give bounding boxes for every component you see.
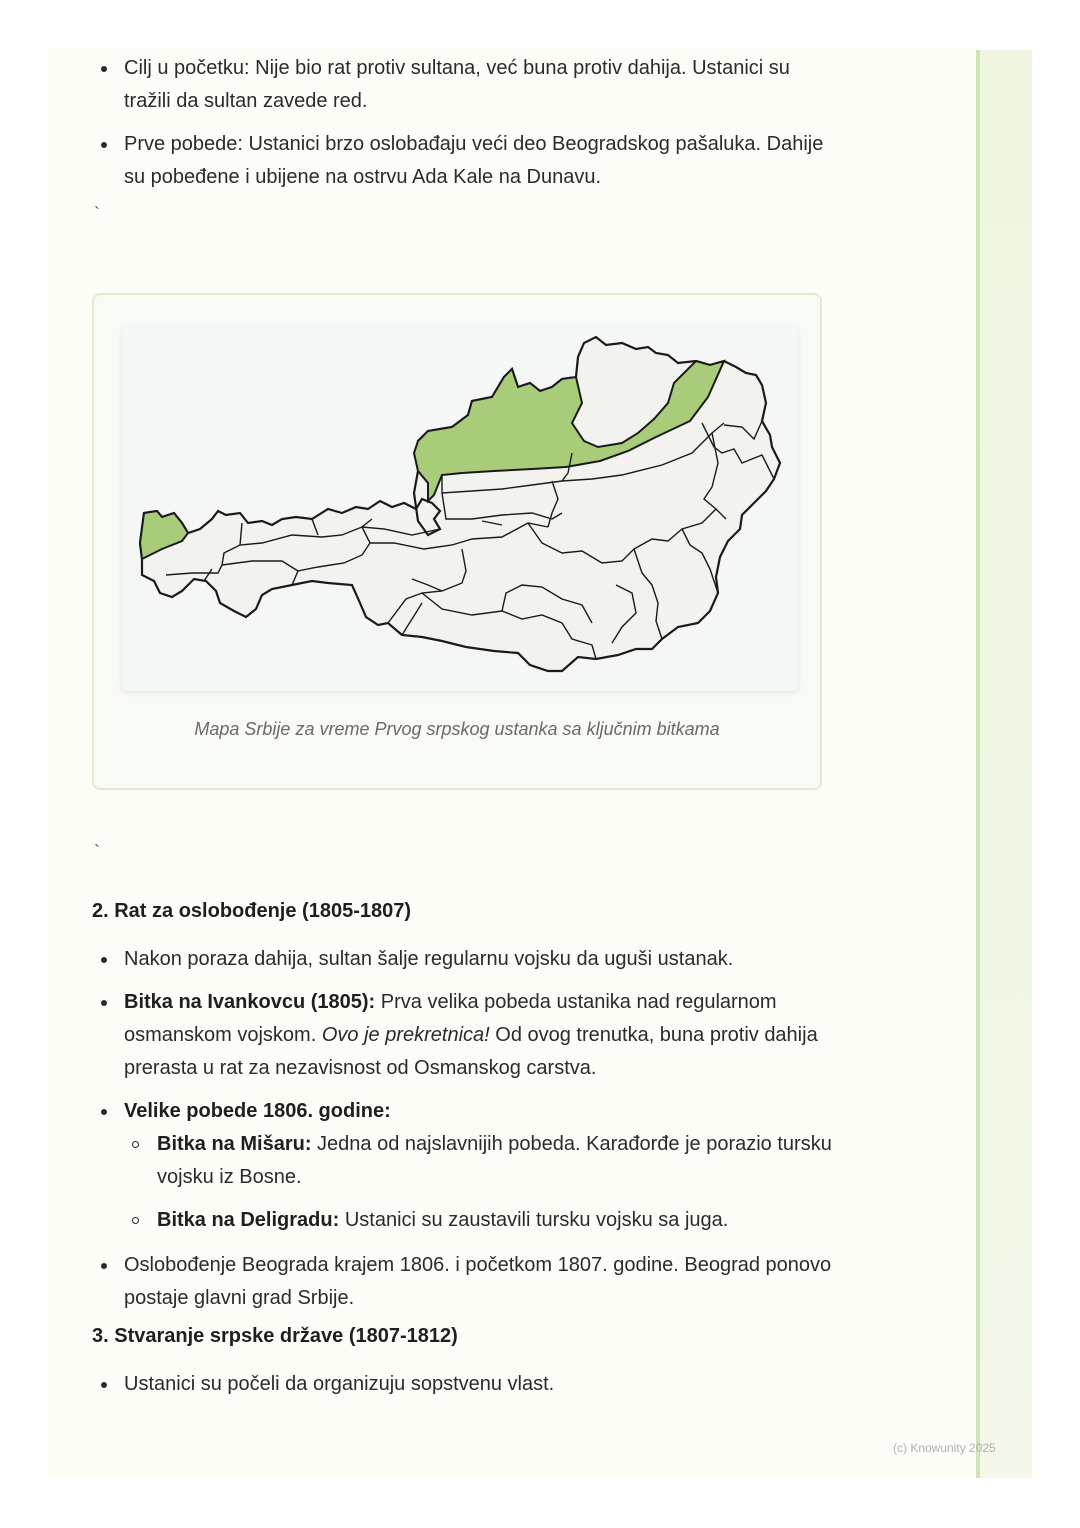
map-card <box>122 323 798 691</box>
sub-list-item <box>124 1204 832 1237</box>
list-item <box>92 1095 832 1237</box>
sub-list <box>124 1128 832 1237</box>
list-item <box>92 986 832 1085</box>
list-item: Nakon poraza dahija, sultan šalje regularnu vojsku da uguši ustanak. <box>92 943 832 976</box>
section-heading: 2. Rat za oslobođenje (1805-1807) <box>92 900 412 922</box>
map-image <box>122 323 798 691</box>
section-2 <box>92 842 832 1411</box>
bold-label: Velike pobede 1806. godine: <box>124 1100 391 1122</box>
stray-backtick: ` <box>94 842 100 862</box>
map-figure <box>92 293 822 790</box>
section-2-list <box>92 943 832 1315</box>
list-item: Cilj u početku: Nije bio rat protiv sultana, već buna protiv dahija. Ustanici su tražili da sultan zavede red. <box>92 52 832 118</box>
list-item: Ustanici su počeli da organizuju sopstvenu vlast. <box>92 1368 832 1401</box>
sidebar-panel <box>980 50 1032 1478</box>
section-heading: 3. Stvaranje srpske države (1807-1812) <box>92 1325 458 1347</box>
map-caption: Mapa Srbije za vreme Prvog srpskog ustanka sa ključnim bitkama <box>194 719 720 739</box>
bold-label: Bitka na Ivankovcu (1805): <box>124 991 376 1013</box>
list-item: Oslobođenje Beograda krajem 1806. i početkom 1807. godine. Beograd ponovo postaje glavni grad Srbije. <box>92 1249 832 1315</box>
document-content <box>92 52 832 226</box>
text-run: Prva velika pobeda ustanika nad regularnom osmanskom vojskom. <box>124 991 777 1046</box>
list-item: Prve pobede: Ustanici brzo oslobađaju veći deo Beogradskog pašaluka. Dahije su pobeđene i ubijene na ostrvu Ada Kale na Dunavu. <box>92 128 832 194</box>
intro-list <box>92 52 832 194</box>
text-run: Jedna od najslavnijih pobeda. Karađorđe je porazio tursku vojsku iz Bosne. <box>157 1133 832 1188</box>
text-run: Ustanici su zaustavili tursku vojsku sa juga. <box>339 1209 729 1231</box>
bold-label: Bitka na Mišaru: <box>157 1133 312 1155</box>
text-run: Od ovog trenutka, buna protiv dahija prerasta u rat za nezavisnost od Osmanskog carstva. <box>124 1024 818 1079</box>
bold-label: Bitka na Deligradu: <box>157 1209 340 1231</box>
italic-emphasis: Ovo je prekretnica! <box>321 1024 490 1046</box>
section-3-list <box>92 1368 832 1401</box>
stray-backtick: ` <box>94 204 100 224</box>
copyright-notice: (c) Knowunity 2025 <box>893 1441 996 1455</box>
sub-list-item <box>124 1128 832 1194</box>
